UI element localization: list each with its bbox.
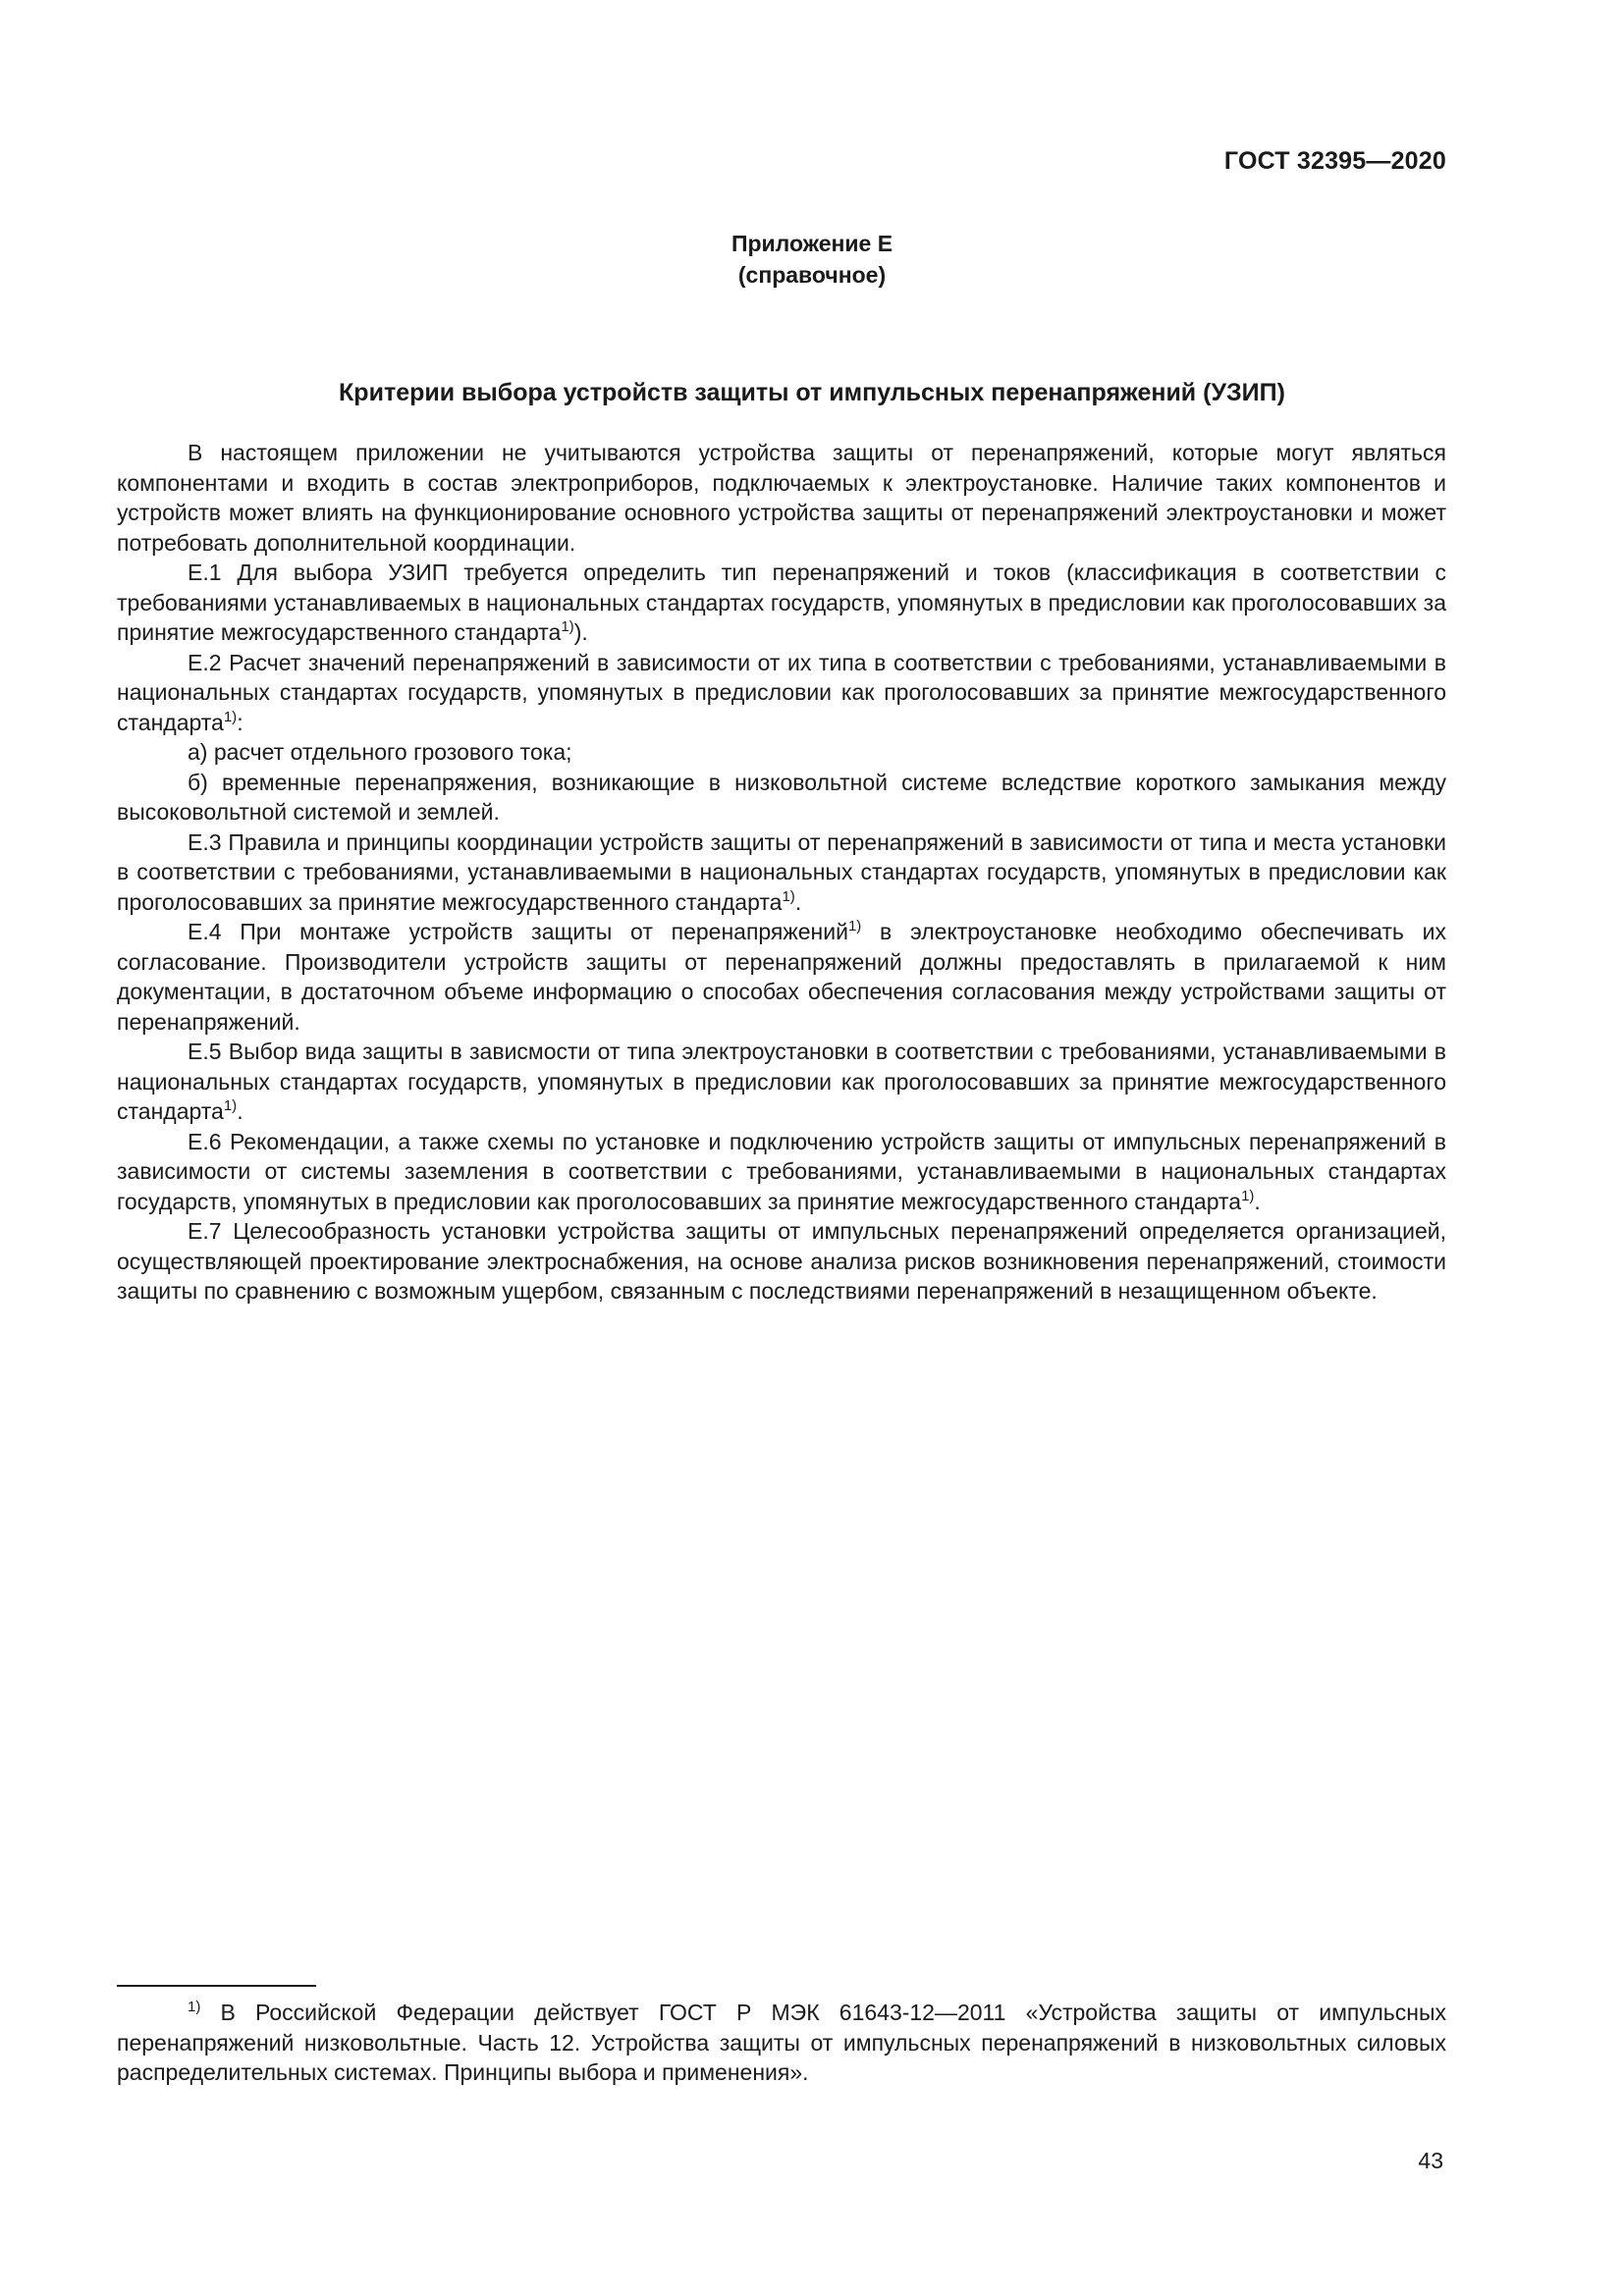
footnote-ref: 1) (1241, 1187, 1255, 1204)
body-text (117, 438, 1446, 1307)
paragraph-e7: Е.7 Целесообразность установки устройства защиты от импульсных перенапряжений определяется организацией, осуществляющей проектирование электроснабжения, на основе анализа рисков возникновения перенапряжений, стоимости защиты по сравнению с возможным ущербом, связанным с последствиями перенапряжений в незащищенном объекте. (117, 1218, 1446, 1304)
paragraph-e6: Е.6 Рекомендации, а также схемы по установке и подключению устройств защиты от импульсных перенапряжений в зависимости от системы заземления в соответствии с требованиями, устанавливаемыми в национальных стандартах государств, упомянутых в предисловии как проголосовавших за принятие межгосударственного стандарта$^{1)}$. (117, 1128, 1446, 1214)
paragraph-e1: Е.1 Для выбора УЗИП требуется определить тип перенапряжений и токов (классификация в соответствии с требованиями устанавливаемых в национальных стандартах государств, упомянутых в предисловии как проголосовавших за принятие межгосударственного стандарта$^{1)}$). (117, 560, 1446, 645)
paragraph-e2: Е.2 Расчет значений перенапряжений в зависимости от их типа в соответствии с требованиями, устанавливаемыми в национальных стандартах государств, упомянутых в предисловии как проголосовавших за принятие межгосударственного стандарта$^{1)}$: (117, 649, 1446, 735)
paragraph-e4: Е.4 При монтаже устройств защиты от перенапряжений$^{1)}$ в электроустановке необходимо обеспечивать их согласование. Производители устройств защиты от перенапряжений должны предоставлять в прилагаемой к ним документации, в достаточном объеме информацию о способах обеспечения согласования между устройствами защиты от перенапряжений. (117, 918, 1446, 1035)
footnote-ref: 1) (782, 887, 795, 905)
paragraph-intro: В настоящем приложении не учитываются устройства защиты от перенапряжений, которые могут являться компонентами и входить в состав электроприборов, подключаемых к электроустановке. Наличие таких компонентов и устройств может влиять на функционирование основного устройства защиты от перенапряжений электроустановки и может потребовать дополнительной координации. (117, 440, 1446, 556)
document-code: ГОСТ 32395—2020 (1223, 147, 1446, 175)
footnote (117, 1998, 1446, 2088)
section-title: Критерии выбора устройств защиты от импульсных перенапряжений (УЗИП) (339, 379, 1285, 406)
list-item-b: б) временные перенапряжения, возникающие в низковольтной системе вследствие короткого замыкания между высоковольтной системой и землей. (117, 769, 1446, 825)
footnote-ref: 1) (561, 618, 574, 635)
footnote-marker: 1) (188, 1999, 201, 2015)
annex-label: Приложение Е (731, 231, 893, 256)
paragraph-e3: Е.3 Правила и принципы координации устройств защиты от перенапряжений в зависимости от типа и места установки в соответствии с требованиями, устанавливаемыми в национальных стандартах государств, упомянутых в предисловии как проголосовавших за принятие межгосударственного стандарта$^{1)}$. (117, 828, 1446, 915)
annex-heading (0, 228, 1624, 291)
footnote-ref: 1) (223, 1097, 238, 1114)
paragraph-e5: Е.5 Выбор вида защиты в зависмости от типа электроустановки в соответствии с требованиями, устанавливаемыми в национальных стандартах государств, упомянутых в предисловии как проголосовавших за принятие межгосударственного стандарта$^{1)}$. (117, 1039, 1446, 1124)
footnote-ref: 1) (847, 918, 862, 934)
footnote-separator (117, 1985, 316, 1987)
annex-status: (справочное) (737, 262, 887, 288)
footnote-ref: 1) (223, 708, 238, 725)
list-item-a: а) расчет отдельного грозового тока; (188, 739, 572, 765)
footnote-text: В Российской Федерации действует ГОСТ Р МЭК 61643-12—2011 «Устройства защиты от импульсных перенапряжений низковольтные. Часть 12. Устройства защиты от импульсных перенапряжений в низковольтных силовых распределительных системах. Принципы выбора и применения». (117, 2000, 1446, 2085)
page-number: 43 (1418, 2148, 1443, 2173)
